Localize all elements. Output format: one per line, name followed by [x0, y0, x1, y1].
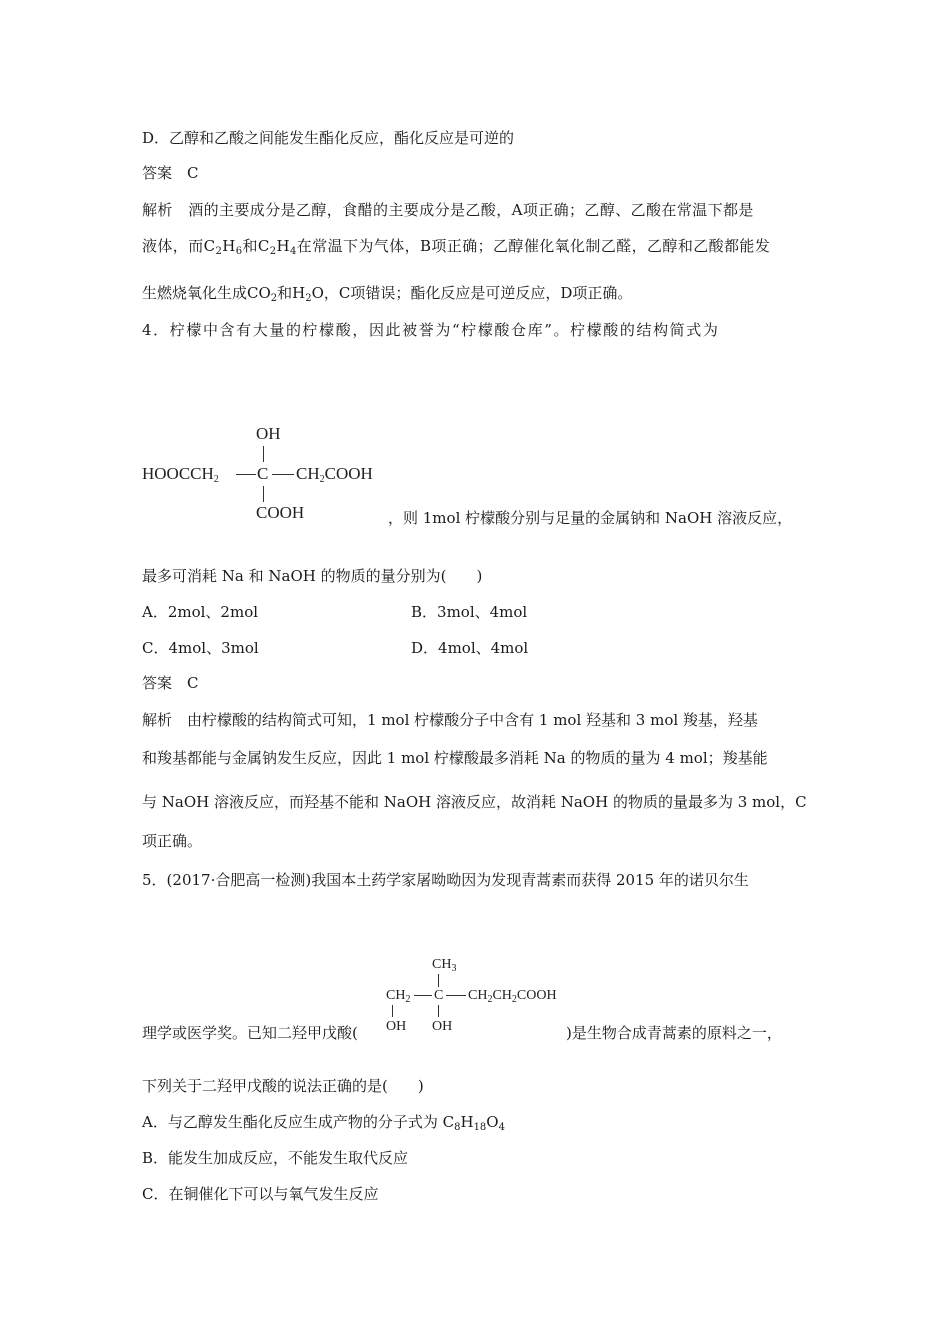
q4-option-d: D．4mol、4mol — [411, 639, 529, 657]
q5-option-a: A．与乙醇发生酯化反应生成产物的分子式为 $C_8H_{18}O_4$ — [142, 1113, 505, 1133]
q4-answer: 答案 C — [142, 674, 199, 692]
bond-vertical-left — [392, 1005, 393, 1017]
struct-left-group: $HOOCCH_2$ — [142, 464, 219, 485]
q5-stem-line-2b: )是生物合成青蒿素的原料之一， — [566, 1024, 782, 1042]
bond-vertical-center — [438, 1005, 439, 1017]
struct-left-ch2: $CH_2$ — [386, 988, 411, 1005]
q4-analysis-line-1: 解析 由柠檬酸的结构简式可知，1 mol 柠檬酸分子中含有 1 mol 羟基和 3 mol 羧基，羟基 — [142, 711, 758, 729]
bond-right — [446, 995, 466, 996]
q3-answer: 答案 C — [142, 164, 199, 182]
q5-stem-line-3: 下列关于二羟甲戊酸的说法正确的是( ) — [142, 1077, 424, 1095]
q4-option-a: A．2mol、2mol — [142, 603, 259, 621]
struct-oh-top: OH — [256, 424, 281, 443]
bond-left — [236, 474, 256, 475]
q4-stem-line-2: 最多可消耗 Na 和 NaOH 的物质的量分别为( ) — [142, 567, 483, 585]
bond-vertical-top — [263, 446, 264, 462]
bond-vertical-bottom — [263, 486, 264, 502]
q4-analysis-line-2: 和羧基都能与金属钠发生反应，因此 1 mol 柠檬酸最多消耗 Na 的物质的量为 4 mol；羧基能 — [142, 749, 768, 767]
struct-ch3: $CH_3$ — [432, 957, 457, 974]
q3-option-d: D．乙醇和乙酸之间能发生酯化反应，酯化反应是可逆的 — [142, 129, 515, 147]
q4-stem: 4．柠檬中含有大量的柠檬酸，因此被誉为“柠檬酸仓库”。柠檬酸的结构简式为 — [142, 321, 720, 339]
q5-option-c: C．在铜催化下可以与氧气发生反应 — [142, 1185, 379, 1203]
bond-left — [414, 995, 432, 996]
q3-analysis-line-2: 液体，而$C_2H_6$和$C_2H_4$在常温下为气体，B项正确；乙醇催化氧化制乙醛，乙醇和乙酸都能发 — [142, 237, 771, 257]
q4-analysis-line-3: 与 NaOH 溶液反应，而羟基不能和 NaOH 溶液反应，故消耗 NaOH 的物质的量最多为 3 mol，C — [142, 793, 807, 811]
struct-right-chain: $CH_2CH_2COOH$ — [468, 988, 557, 1005]
q4-stem-continued: ，则 1mol 柠檬酸分别与足量的金属钠和 NaOH 溶液反应， — [388, 509, 793, 527]
bond-right — [272, 474, 294, 475]
q3-analysis-line-3: 生燃烧氧化生成$CO_2$和$H_2O$，C项错误；酯化反应是可逆反应，D项正确。 — [142, 284, 633, 304]
q5-option-b: B．能发生加成反应，不能发生取代反应 — [142, 1149, 409, 1167]
q4-option-b: B．3mol、4mol — [411, 603, 528, 621]
struct-central-carbon: C — [434, 988, 444, 1003]
q3-analysis-line-1: 解析 酒的主要成分是乙醇，食醋的主要成分是乙酸，A项正确；乙醇、乙酸在常温下都是 — [142, 201, 754, 219]
q5-stem: 5．(2017·合肥高一检测)我国本土药学家屠呦呦因为发现青蒿素而获得 2015 年的诺贝尔生 — [142, 871, 749, 889]
q4-option-c: C．4mol、3mol — [142, 639, 259, 657]
struct-oh-left: OH — [386, 1019, 407, 1034]
q5-stem-line-2a: 理学或医学奖。已知二羟甲戊酸( — [142, 1024, 358, 1042]
struct-cooh-bottom: COOH — [256, 503, 305, 522]
struct-central-carbon: C — [257, 464, 269, 483]
q4-analysis-line-4: 项正确。 — [142, 832, 203, 850]
struct-oh-center: OH — [432, 1019, 453, 1034]
struct-right-group: $CH_2COOH$ — [296, 464, 373, 485]
